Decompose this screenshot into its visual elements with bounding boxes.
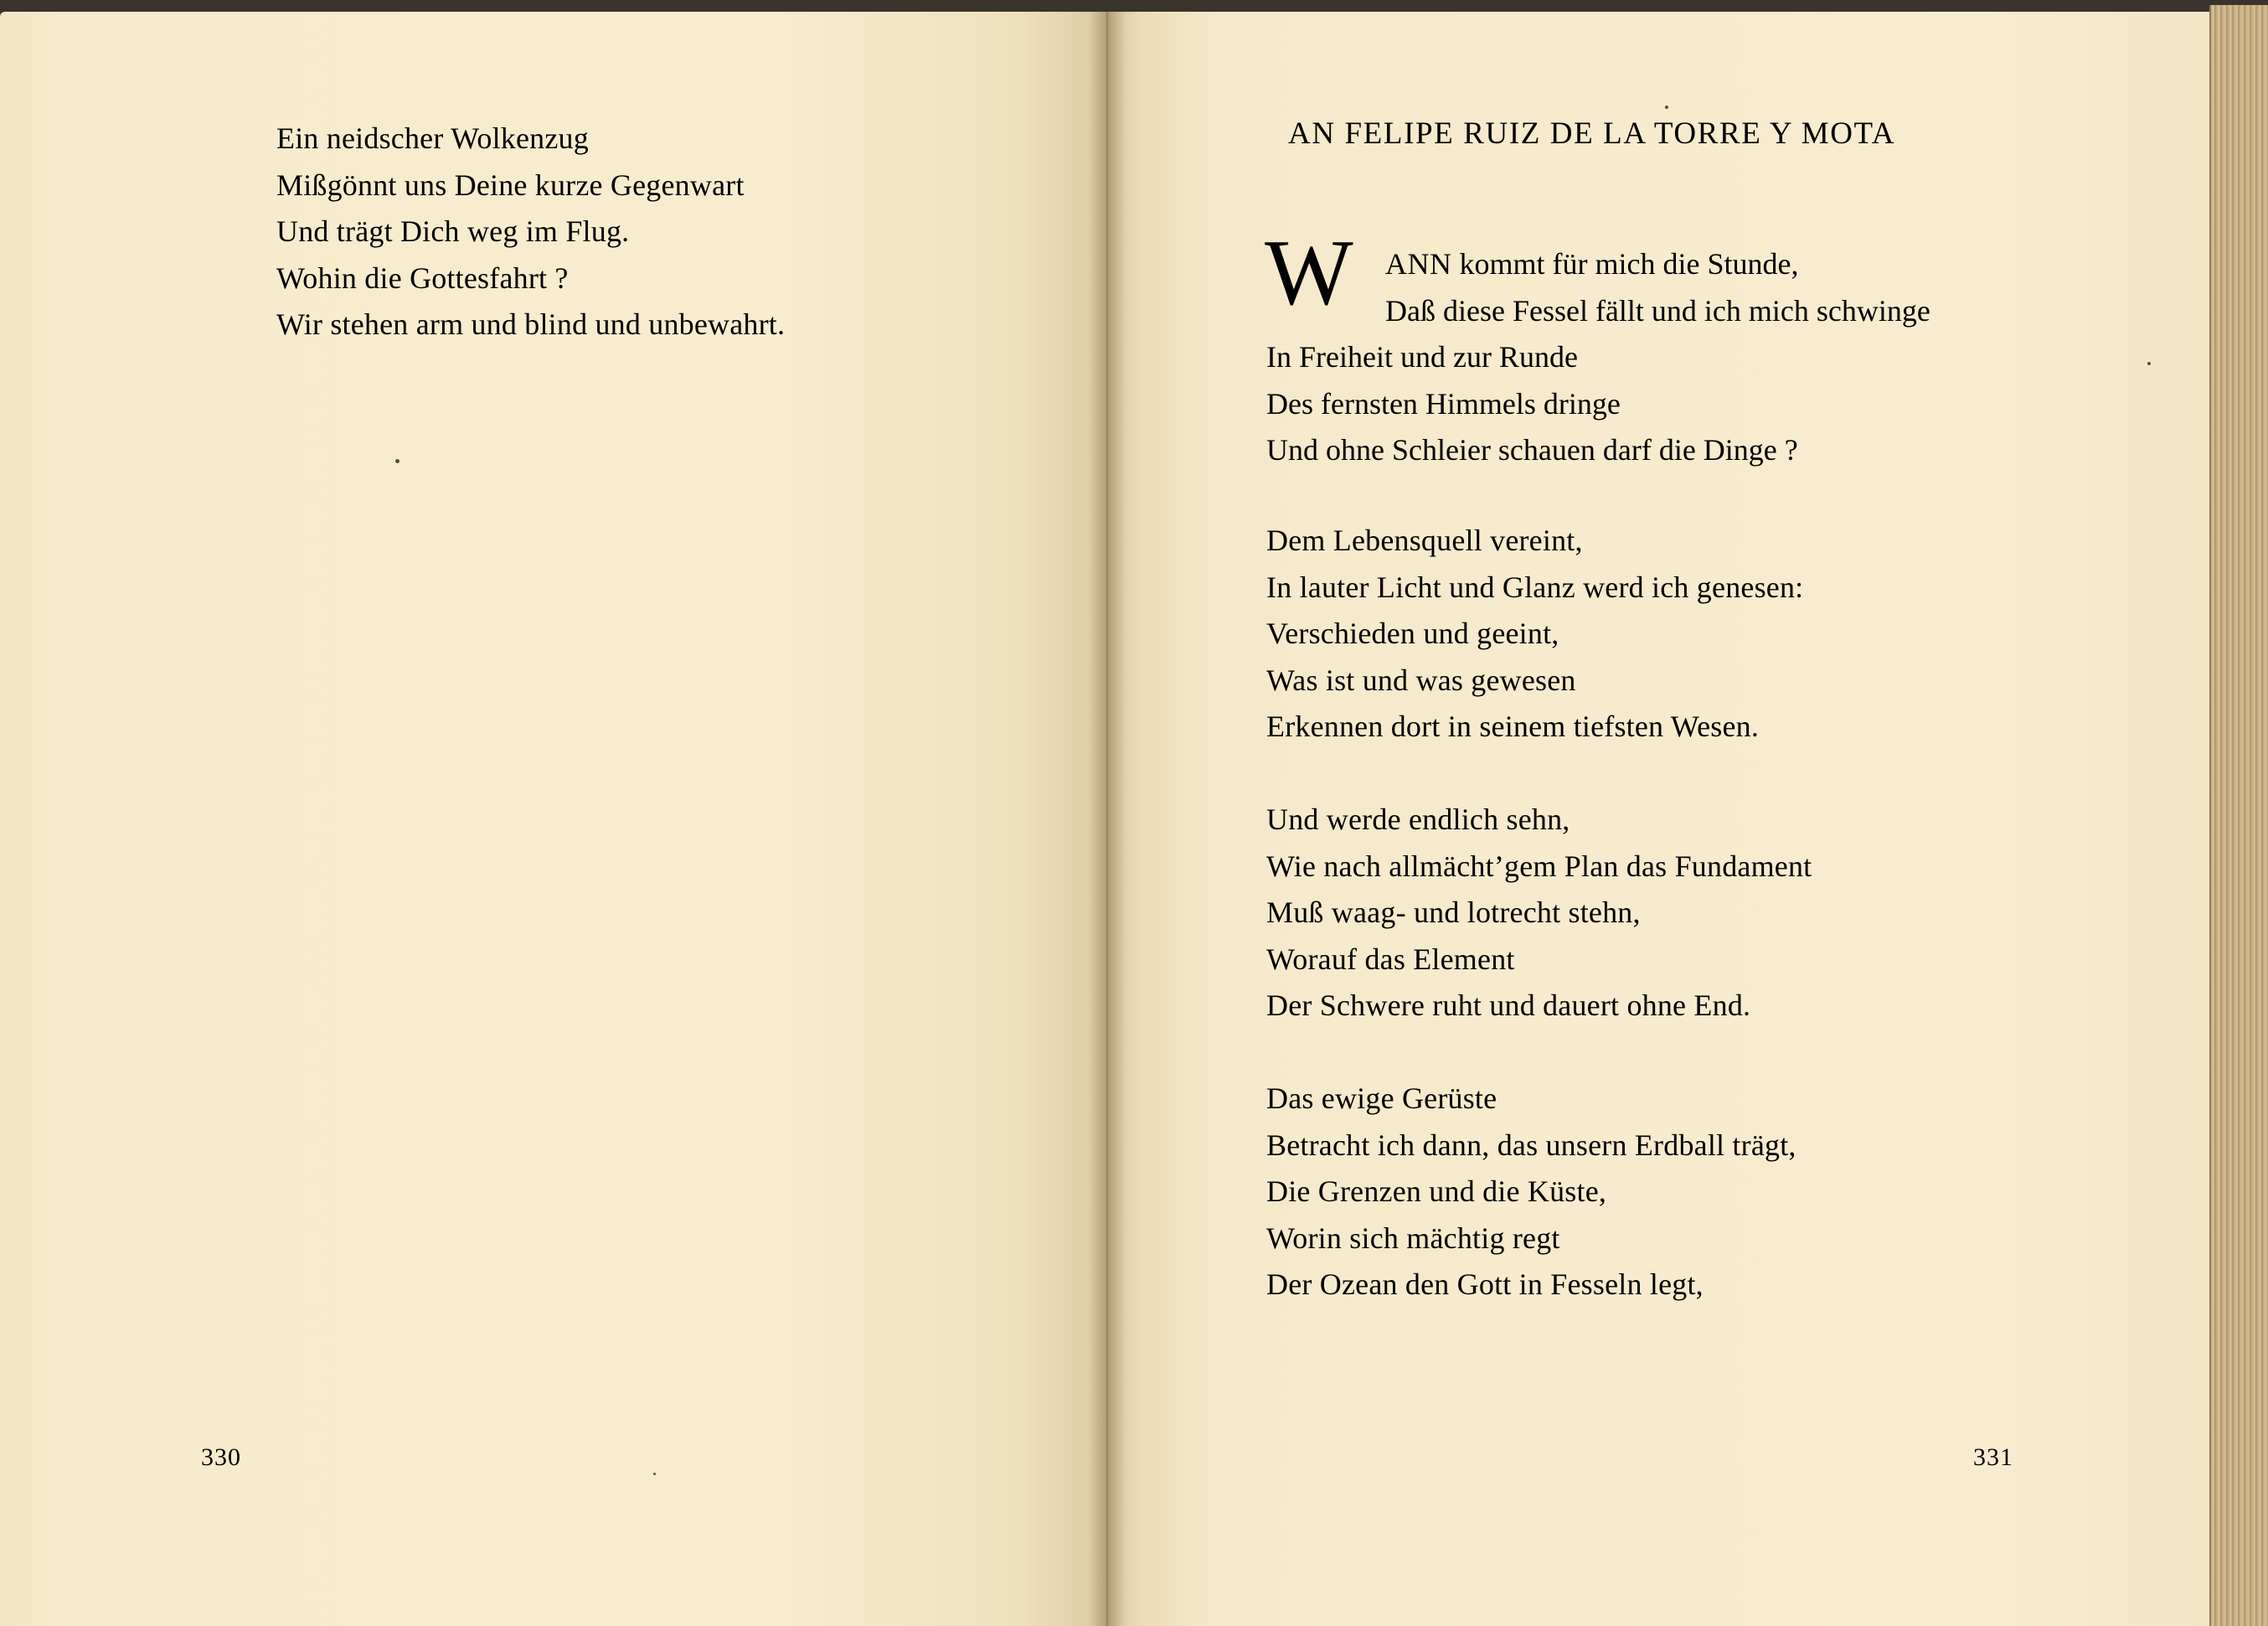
poem-line: Des fernsten Himmels dringe: [1266, 386, 1621, 421]
poem-line: [1266, 241, 1930, 288]
poem-line: Worauf das Element: [1266, 942, 1515, 976]
poem-line: In lauter Licht und Glanz werd ich genesen:: [1266, 570, 1804, 604]
poem-line: Verschieden und geeint,: [1266, 617, 1559, 650]
poem-line: Wir stehen arm und blind und unbewahrt.: [276, 307, 786, 341]
paper-speck: [395, 459, 399, 463]
poem-line: Dem Lebensquell vereint,: [1266, 524, 1583, 557]
poem-line: Muß waag- und lotrecht stehn,: [1266, 896, 1641, 929]
small-caps-opening: ANN: [1385, 247, 1452, 281]
poem-line: Und ohne Schleier schauen darf die Dinge ?: [1266, 433, 1798, 467]
poem-line: Wie nach allmächt’gem Plan das Fundament: [1266, 849, 1812, 883]
poem-line: Der Ozean den Gott in Fesseln legt,: [1266, 1267, 1704, 1301]
poem-line: Die Grenzen und die Küste,: [1266, 1174, 1607, 1208]
page-number-left: 330: [201, 1443, 241, 1471]
poem-line-rest: kommt für mich die Stunde,: [1459, 247, 1799, 281]
stanza: [1266, 797, 1812, 1030]
poem-line: Was ist und was gewesen: [1266, 663, 1576, 697]
poem-line: Betracht ich dann, das unsern Erdball trägt,: [1266, 1128, 1796, 1162]
drop-cap: W: [1265, 221, 1353, 325]
page-number-right: 331: [1973, 1443, 2013, 1471]
poem-line: Daß diese Fessel fällt und ich mich schwinge: [1385, 293, 1930, 328]
paper-speck: [2147, 362, 2151, 365]
poem-line: Der Schwere ruht und dauert ohne End.: [1266, 989, 1751, 1022]
stanza: [1266, 1076, 1812, 1309]
poem-line: Und trägt Dich weg im Flug.: [276, 214, 630, 248]
stanza: [1266, 518, 1812, 751]
poem-line: Und werde endlich sehn,: [1266, 803, 1570, 836]
paper-speck: [1665, 106, 1668, 109]
left-poem-ending: [276, 116, 785, 348]
poem-title: AN FELIPE RUIZ DE LA TORRE Y MOTA: [1288, 116, 1896, 151]
poem-line: In Freiheit und zur Runde: [1266, 340, 1578, 374]
poem-line: Das ewige Gerüste: [1266, 1081, 1497, 1115]
poem-line: Erkennen dort in seinem tiefsten Wesen.: [1266, 710, 1760, 743]
poem-line: Wohin die Gottesfahrt ?: [276, 261, 569, 295]
page-edges: [2209, 5, 2268, 1626]
poem-line: Ein neidscher Wolkenzug: [276, 121, 589, 155]
first-stanza: [1266, 241, 1930, 474]
poem-line: Mißgönnt uns Deine kurze Gegenwart: [276, 168, 745, 202]
remaining-stanzas: [1266, 518, 1812, 1355]
paper-speck: [653, 1473, 656, 1475]
poem-line: Worin sich mächtig regt: [1266, 1221, 1560, 1255]
